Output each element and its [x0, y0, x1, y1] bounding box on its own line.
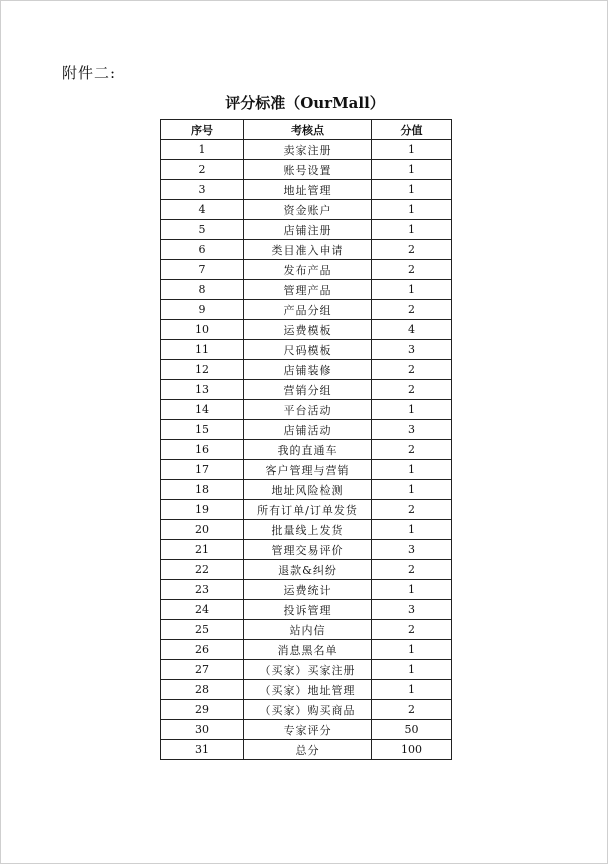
row-score-cell: 1	[372, 520, 452, 540]
row-score-cell: 1	[372, 280, 452, 300]
row-number-cell: 14	[161, 400, 244, 420]
table-row	[161, 500, 452, 520]
row-item-cell: 店铺活动	[244, 420, 372, 440]
row-number-cell: 20	[161, 520, 244, 540]
row-score-cell: 3	[372, 420, 452, 440]
row-number-cell: 30	[161, 720, 244, 740]
row-item-cell: 尺码模板	[244, 340, 372, 360]
row-score-cell: 1	[372, 660, 452, 680]
table-row	[161, 440, 452, 460]
row-number-cell: 5	[161, 220, 244, 240]
row-score-cell: 2	[372, 700, 452, 720]
row-score-cell: 4	[372, 320, 452, 340]
row-item-cell: 类目准入申请	[244, 240, 372, 260]
row-number-cell: 31	[161, 740, 244, 760]
row-score-cell: 2	[372, 260, 452, 280]
row-number-cell: 6	[161, 240, 244, 260]
row-item-cell: 平台活动	[244, 400, 372, 420]
row-score-cell: 2	[372, 620, 452, 640]
row-score-cell: 1	[372, 640, 452, 660]
table-row	[161, 700, 452, 720]
row-number-cell: 18	[161, 480, 244, 500]
row-number-cell: 9	[161, 300, 244, 320]
row-number-cell: 2	[161, 160, 244, 180]
table-row	[161, 160, 452, 180]
table-row	[161, 300, 452, 320]
row-item-cell: 总分	[244, 740, 372, 760]
row-number-cell: 28	[161, 680, 244, 700]
table-row	[161, 180, 452, 200]
row-score-cell: 2	[372, 560, 452, 580]
table-row	[161, 240, 452, 260]
row-number-cell: 4	[161, 200, 244, 220]
table-row	[161, 140, 452, 160]
row-score-cell: 2	[372, 380, 452, 400]
row-item-cell: 管理产品	[244, 280, 372, 300]
row-item-cell: 运费模板	[244, 320, 372, 340]
table-row	[161, 380, 452, 400]
row-number-cell: 21	[161, 540, 244, 560]
row-score-cell: 1	[372, 200, 452, 220]
row-number-cell: 23	[161, 580, 244, 600]
table-row	[161, 360, 452, 380]
row-score-cell: 2	[372, 500, 452, 520]
table-row	[161, 460, 452, 480]
row-item-cell: 卖家注册	[244, 140, 372, 160]
row-item-cell: （买家）买家注册	[244, 660, 372, 680]
table-row	[161, 720, 452, 740]
row-item-cell: 退款&纠纷	[244, 560, 372, 580]
row-number-cell: 12	[161, 360, 244, 380]
row-item-cell: 客户管理与营销	[244, 460, 372, 480]
row-number-cell: 22	[161, 560, 244, 580]
table-row	[161, 540, 452, 560]
row-number-cell: 29	[161, 700, 244, 720]
table-row	[161, 600, 452, 620]
row-score-cell: 3	[372, 600, 452, 620]
row-item-cell: 消息黑名单	[244, 640, 372, 660]
row-number-cell: 3	[161, 180, 244, 200]
row-score-cell: 2	[372, 360, 452, 380]
row-score-cell: 1	[372, 400, 452, 420]
row-score-cell: 1	[372, 220, 452, 240]
row-score-cell: 50	[372, 720, 452, 740]
row-item-cell: 批量线上发货	[244, 520, 372, 540]
row-item-cell: 站内信	[244, 620, 372, 640]
header-score: 分值	[372, 120, 452, 140]
table-body	[161, 140, 452, 760]
table-row	[161, 280, 452, 300]
row-number-cell: 16	[161, 440, 244, 460]
row-number-cell: 25	[161, 620, 244, 640]
table-row	[161, 560, 452, 580]
table-row	[161, 200, 452, 220]
row-score-cell: 3	[372, 540, 452, 560]
row-score-cell: 2	[372, 300, 452, 320]
row-score-cell: 1	[372, 580, 452, 600]
row-item-cell: （买家）购买商品	[244, 700, 372, 720]
row-number-cell: 24	[161, 600, 244, 620]
row-score-cell: 1	[372, 160, 452, 180]
table-row	[161, 260, 452, 280]
row-score-cell: 1	[372, 180, 452, 200]
table-row	[161, 680, 452, 700]
row-number-cell: 8	[161, 280, 244, 300]
table-row	[161, 580, 452, 600]
row-score-cell: 1	[372, 680, 452, 700]
row-score-cell: 2	[372, 440, 452, 460]
row-number-cell: 11	[161, 340, 244, 360]
row-item-cell: 专家评分	[244, 720, 372, 740]
row-item-cell: 发布产品	[244, 260, 372, 280]
row-item-cell: 店铺装修	[244, 360, 372, 380]
row-item-cell: （买家）地址管理	[244, 680, 372, 700]
row-number-cell: 27	[161, 660, 244, 680]
row-item-cell: 所有订单/订单发货	[244, 500, 372, 520]
row-item-cell: 账号设置	[244, 160, 372, 180]
table-row	[161, 340, 452, 360]
scoring-table	[160, 119, 452, 760]
row-score-cell: 100	[372, 740, 452, 760]
header-number: 序号	[161, 120, 244, 140]
row-item-cell: 管理交易评价	[244, 540, 372, 560]
row-item-cell: 地址管理	[244, 180, 372, 200]
table-row	[161, 320, 452, 340]
table-row	[161, 220, 452, 240]
row-number-cell: 26	[161, 640, 244, 660]
row-number-cell: 19	[161, 500, 244, 520]
row-item-cell: 我的直通车	[244, 440, 372, 460]
table-row	[161, 640, 452, 660]
row-item-cell: 资金账户	[244, 200, 372, 220]
document-title: 评分标准（OurMall）	[225, 94, 385, 112]
row-score-cell: 2	[372, 240, 452, 260]
row-number-cell: 15	[161, 420, 244, 440]
row-item-cell: 地址风险检测	[244, 480, 372, 500]
row-item-cell: 运费统计	[244, 580, 372, 600]
row-number-cell: 7	[161, 260, 244, 280]
row-item-cell: 产品分组	[244, 300, 372, 320]
row-number-cell: 1	[161, 140, 244, 160]
header-assessment-point: 考核点	[244, 120, 372, 140]
table-row	[161, 400, 452, 420]
row-score-cell: 1	[372, 480, 452, 500]
row-number-cell: 13	[161, 380, 244, 400]
table-row	[161, 480, 452, 500]
table-row	[161, 420, 452, 440]
row-item-cell: 店铺注册	[244, 220, 372, 240]
row-score-cell: 1	[372, 140, 452, 160]
table-header-row	[161, 120, 452, 140]
table-row	[161, 620, 452, 640]
attachment-label: 附件二:	[62, 64, 117, 82]
row-item-cell: 营销分组	[244, 380, 372, 400]
row-score-cell: 1	[372, 460, 452, 480]
row-number-cell: 17	[161, 460, 244, 480]
row-number-cell: 10	[161, 320, 244, 340]
table-row	[161, 520, 452, 540]
table-row	[161, 660, 452, 680]
row-item-cell: 投诉管理	[244, 600, 372, 620]
row-score-cell: 3	[372, 340, 452, 360]
table-row	[161, 740, 452, 760]
